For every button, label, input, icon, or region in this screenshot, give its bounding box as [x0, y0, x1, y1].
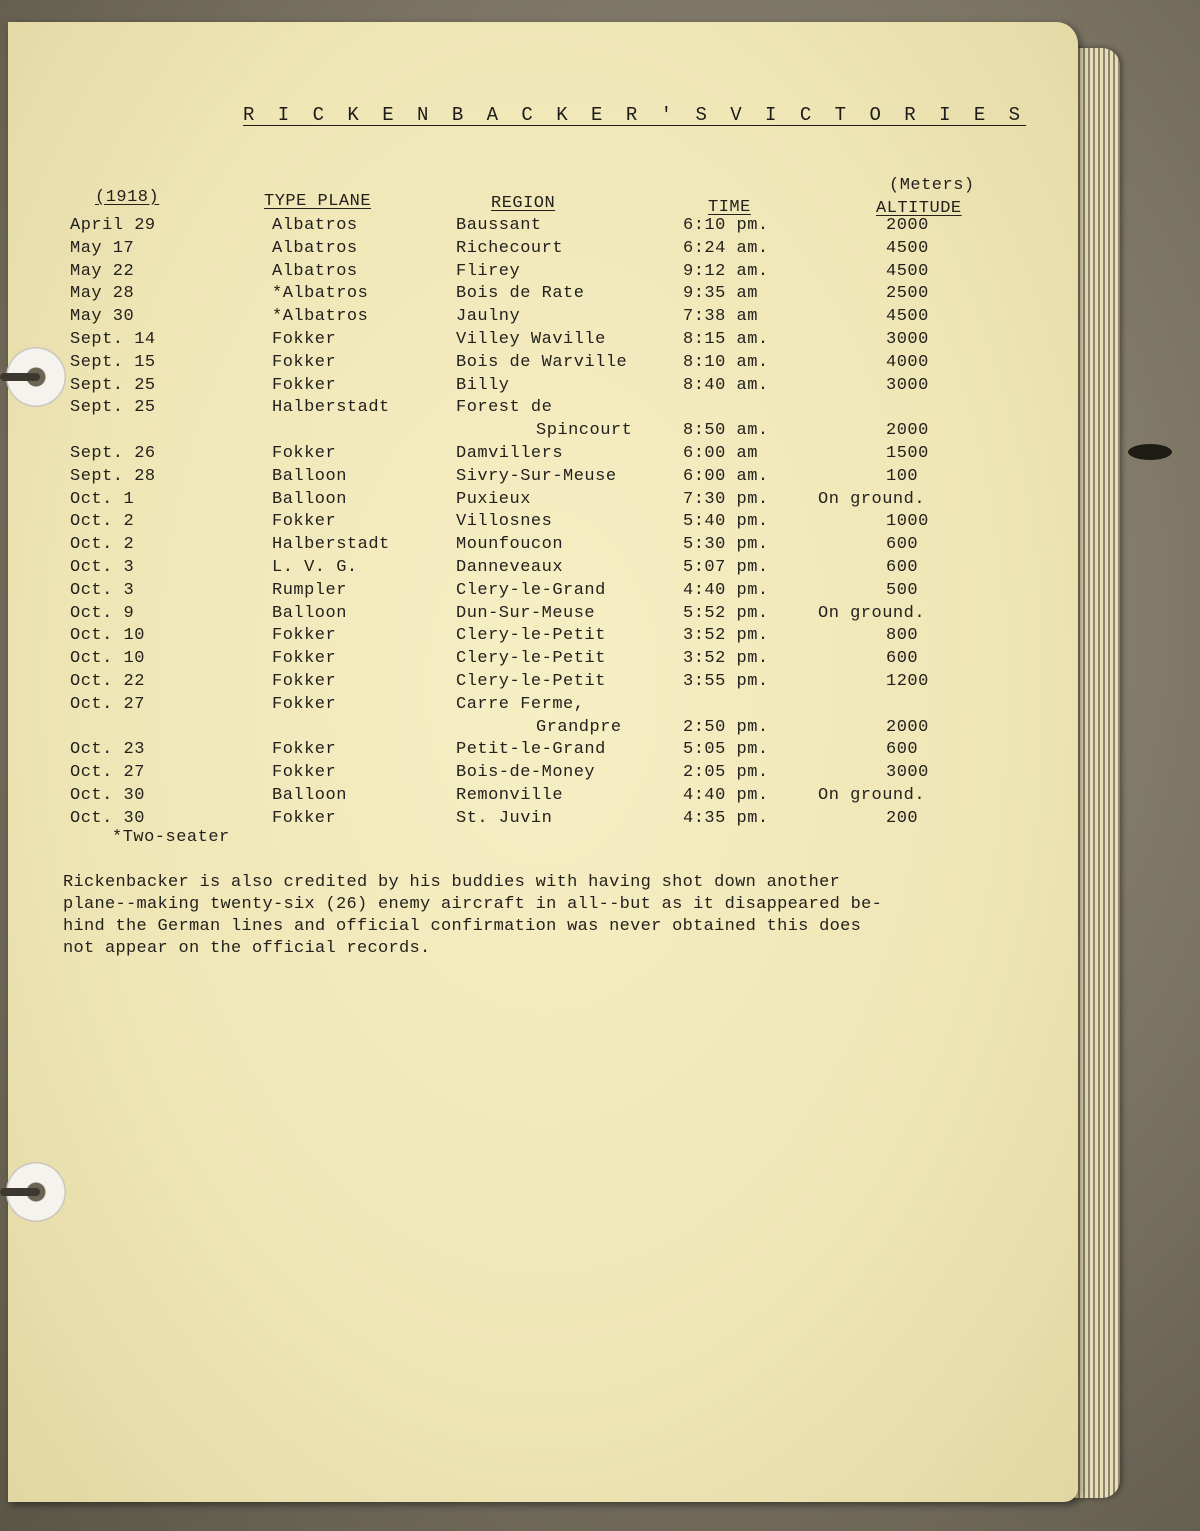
row-region: Sivry-Sur-Meuse: [456, 466, 617, 486]
row-altitude: 600: [886, 649, 919, 669]
row-altitude: 3000: [886, 763, 929, 783]
binder-ring-top: [0, 373, 40, 381]
row-type-plane: Fokker: [272, 649, 337, 669]
row-time: 9:12 am.: [683, 261, 769, 281]
header-altitude: ALTITUDE: [876, 199, 962, 218]
row-time: 8:15 am.: [683, 330, 769, 349]
row-date: Oct. 27: [70, 694, 145, 714]
row-type-plane: Balloon: [272, 489, 347, 509]
row-time: 2:50 pm.: [683, 717, 769, 737]
row-type-plane: Fokker: [272, 808, 337, 828]
row-altitude: 3000: [886, 330, 929, 349]
row-altitude: 4000: [886, 352, 929, 372]
row-altitude: 1000: [886, 512, 929, 532]
row-date: Oct. 30: [70, 786, 145, 805]
row-altitude: 500: [886, 580, 919, 600]
row-region: Baussant: [456, 216, 542, 235]
row-date: May 28: [70, 284, 135, 304]
row-region: Mounfoucon: [456, 535, 564, 555]
row-time: 2:05 pm.: [683, 763, 769, 783]
row-type-plane: Fokker: [272, 375, 337, 395]
row-altitude: 4500: [886, 307, 929, 327]
row-type-plane: Fokker: [272, 763, 337, 783]
row-altitude: 2000: [886, 421, 929, 441]
row-type-plane: Fokker: [272, 512, 337, 532]
row-date: Sept. 25: [70, 375, 156, 395]
row-region: Damvillers: [456, 444, 564, 463]
closing-paragraph: [63, 872, 968, 960]
row-region: Villey Waville: [456, 330, 606, 349]
row-time: 9:35 am: [683, 284, 758, 304]
row-date: May 22: [70, 261, 135, 281]
row-altitude: 2500: [886, 284, 929, 304]
row-altitude: 100: [886, 466, 919, 486]
row-altitude: 800: [886, 626, 919, 646]
paragraph-line: not appear on the official records.: [63, 939, 431, 958]
row-region: Carre Ferme,: [456, 694, 585, 714]
page-title: R I C K E N B A C K E R ' S V I C T O R I E S: [243, 104, 1027, 126]
row-time: 5:30 pm.: [683, 535, 769, 555]
row-date: Oct. 2: [70, 512, 135, 532]
row-date: Oct. 23: [70, 740, 145, 760]
row-region: Dun-Sur-Meuse: [456, 603, 596, 623]
row-type-plane: Halberstadt: [272, 535, 390, 555]
row-region: St. Juvin: [456, 808, 553, 828]
row-type-plane: Halberstadt: [272, 398, 390, 418]
row-time: 8:40 am.: [683, 375, 769, 395]
paragraph-line: plane--making twenty-six (26) enemy aircraft in all--but as it disappeared be-: [63, 895, 883, 914]
row-time: 5:52 pm.: [683, 603, 769, 623]
row-type-plane: Rumpler: [272, 580, 347, 600]
binder-ring-bottom: [0, 1188, 40, 1196]
paragraph-line: hind the German lines and official confirmation was never obtained this does: [63, 917, 862, 936]
header-region: REGION: [491, 194, 556, 213]
row-date: Oct. 1: [70, 489, 135, 509]
row-time: 6:00 am.: [683, 466, 769, 486]
paragraph-line: Rickenbacker is also credited by his buddies with having shot down another: [63, 873, 841, 892]
header-year: (1918): [95, 188, 160, 207]
row-type-plane: Fokker: [272, 672, 337, 691]
row-region: Flirey: [456, 261, 521, 281]
row-time: 4:35 pm.: [683, 808, 769, 828]
footnote: *Two-seater: [112, 828, 230, 847]
row-type-plane: Fokker: [272, 444, 337, 463]
row-time: 8:10 am.: [683, 352, 769, 372]
row-date: Oct. 3: [70, 580, 135, 600]
row-date: Oct. 22: [70, 672, 145, 691]
row-region: Forest de: [456, 398, 553, 418]
row-time: 7:30 pm.: [683, 489, 769, 509]
row-type-plane: Balloon: [272, 466, 347, 486]
row-type-plane: L. V. G.: [272, 558, 358, 577]
row-type-plane: Albatros: [272, 216, 358, 235]
row-altitude: 600: [886, 535, 919, 555]
header-type-plane: TYPE PLANE: [264, 192, 372, 211]
row-region: Richecourt: [456, 238, 564, 258]
row-region: Clery-le-Petit: [456, 626, 606, 646]
row-date: Oct. 30: [70, 808, 145, 828]
row-date: Oct. 3: [70, 558, 135, 577]
row-type-plane: Albatros: [272, 261, 358, 281]
row-region: Billy: [456, 375, 510, 395]
row-date: Oct. 10: [70, 649, 145, 669]
row-date: Oct. 27: [70, 763, 145, 783]
row-time: 3:52 pm.: [683, 626, 769, 646]
row-altitude: 200: [886, 808, 919, 828]
row-time: 5:07 pm.: [683, 558, 769, 577]
row-time: 3:52 pm.: [683, 649, 769, 669]
row-type-plane: Balloon: [272, 786, 347, 805]
row-type-plane: Fokker: [272, 694, 337, 714]
row-region: Danneveaux: [456, 558, 564, 577]
row-type-plane: Fokker: [272, 330, 337, 349]
row-time: 5:05 pm.: [683, 740, 769, 760]
row-altitude: 600: [886, 558, 919, 577]
row-date: Sept. 14: [70, 330, 156, 349]
row-date: Sept. 15: [70, 352, 156, 372]
row-altitude: 600: [886, 740, 919, 760]
row-altitude: 3000: [886, 375, 929, 395]
row-type-plane: Fokker: [272, 740, 337, 760]
row-date: May 17: [70, 238, 135, 258]
row-type-plane: Balloon: [272, 603, 347, 623]
row-date: Oct. 10: [70, 626, 145, 646]
row-region: Jaulny: [456, 307, 521, 327]
row-region: Remonville: [456, 786, 564, 805]
row-region: Bois-de-Money: [456, 763, 596, 783]
row-time: 6:00 am: [683, 444, 758, 463]
row-date: Sept. 25: [70, 398, 156, 418]
row-region: Petit-le-Grand: [456, 740, 606, 760]
row-date: Sept. 26: [70, 444, 156, 463]
ink-spot: [1128, 444, 1172, 460]
row-time: 5:40 pm.: [683, 512, 769, 532]
row-region-continued: Spincourt: [536, 421, 633, 441]
row-time: 3:55 pm.: [683, 672, 769, 691]
row-time: 4:40 pm.: [683, 580, 769, 600]
row-time: 6:24 am.: [683, 238, 769, 258]
row-type-plane: *Albatros: [272, 284, 369, 304]
row-time: 7:38 am: [683, 307, 758, 327]
row-altitude: 2000: [886, 717, 929, 737]
row-type-plane: Albatros: [272, 238, 358, 258]
row-date: Oct. 2: [70, 535, 135, 555]
row-date: April 29: [70, 216, 156, 235]
row-altitude: On ground.: [818, 489, 926, 509]
row-time: 4:40 pm.: [683, 786, 769, 805]
header-time: TIME: [708, 198, 751, 217]
row-altitude: On ground.: [818, 603, 926, 623]
row-region: Bois de Rate: [456, 284, 585, 304]
header-units: (Meters): [889, 176, 975, 195]
row-altitude: 4500: [886, 261, 929, 281]
row-region: Clery-le-Petit: [456, 649, 606, 669]
row-time: 8:50 am.: [683, 421, 769, 441]
row-region: Clery-le-Grand: [456, 580, 606, 600]
row-altitude: 4500: [886, 238, 929, 258]
row-date: Sept. 28: [70, 466, 156, 486]
row-time: 6:10 pm.: [683, 216, 769, 235]
row-altitude: 1200: [886, 672, 929, 691]
row-type-plane: *Albatros: [272, 307, 369, 327]
row-date: May 30: [70, 307, 135, 327]
row-region: Puxieux: [456, 489, 531, 509]
row-altitude: 2000: [886, 216, 929, 235]
row-altitude: On ground.: [818, 786, 926, 805]
row-type-plane: Fokker: [272, 352, 337, 372]
row-type-plane: Fokker: [272, 626, 337, 646]
row-date: Oct. 9: [70, 603, 135, 623]
row-region-continued: Grandpre: [536, 717, 622, 737]
row-altitude: 1500: [886, 444, 929, 463]
row-region: Bois de Warville: [456, 352, 628, 372]
row-region: Clery-le-Petit: [456, 672, 606, 691]
row-region: Villosnes: [456, 512, 553, 532]
